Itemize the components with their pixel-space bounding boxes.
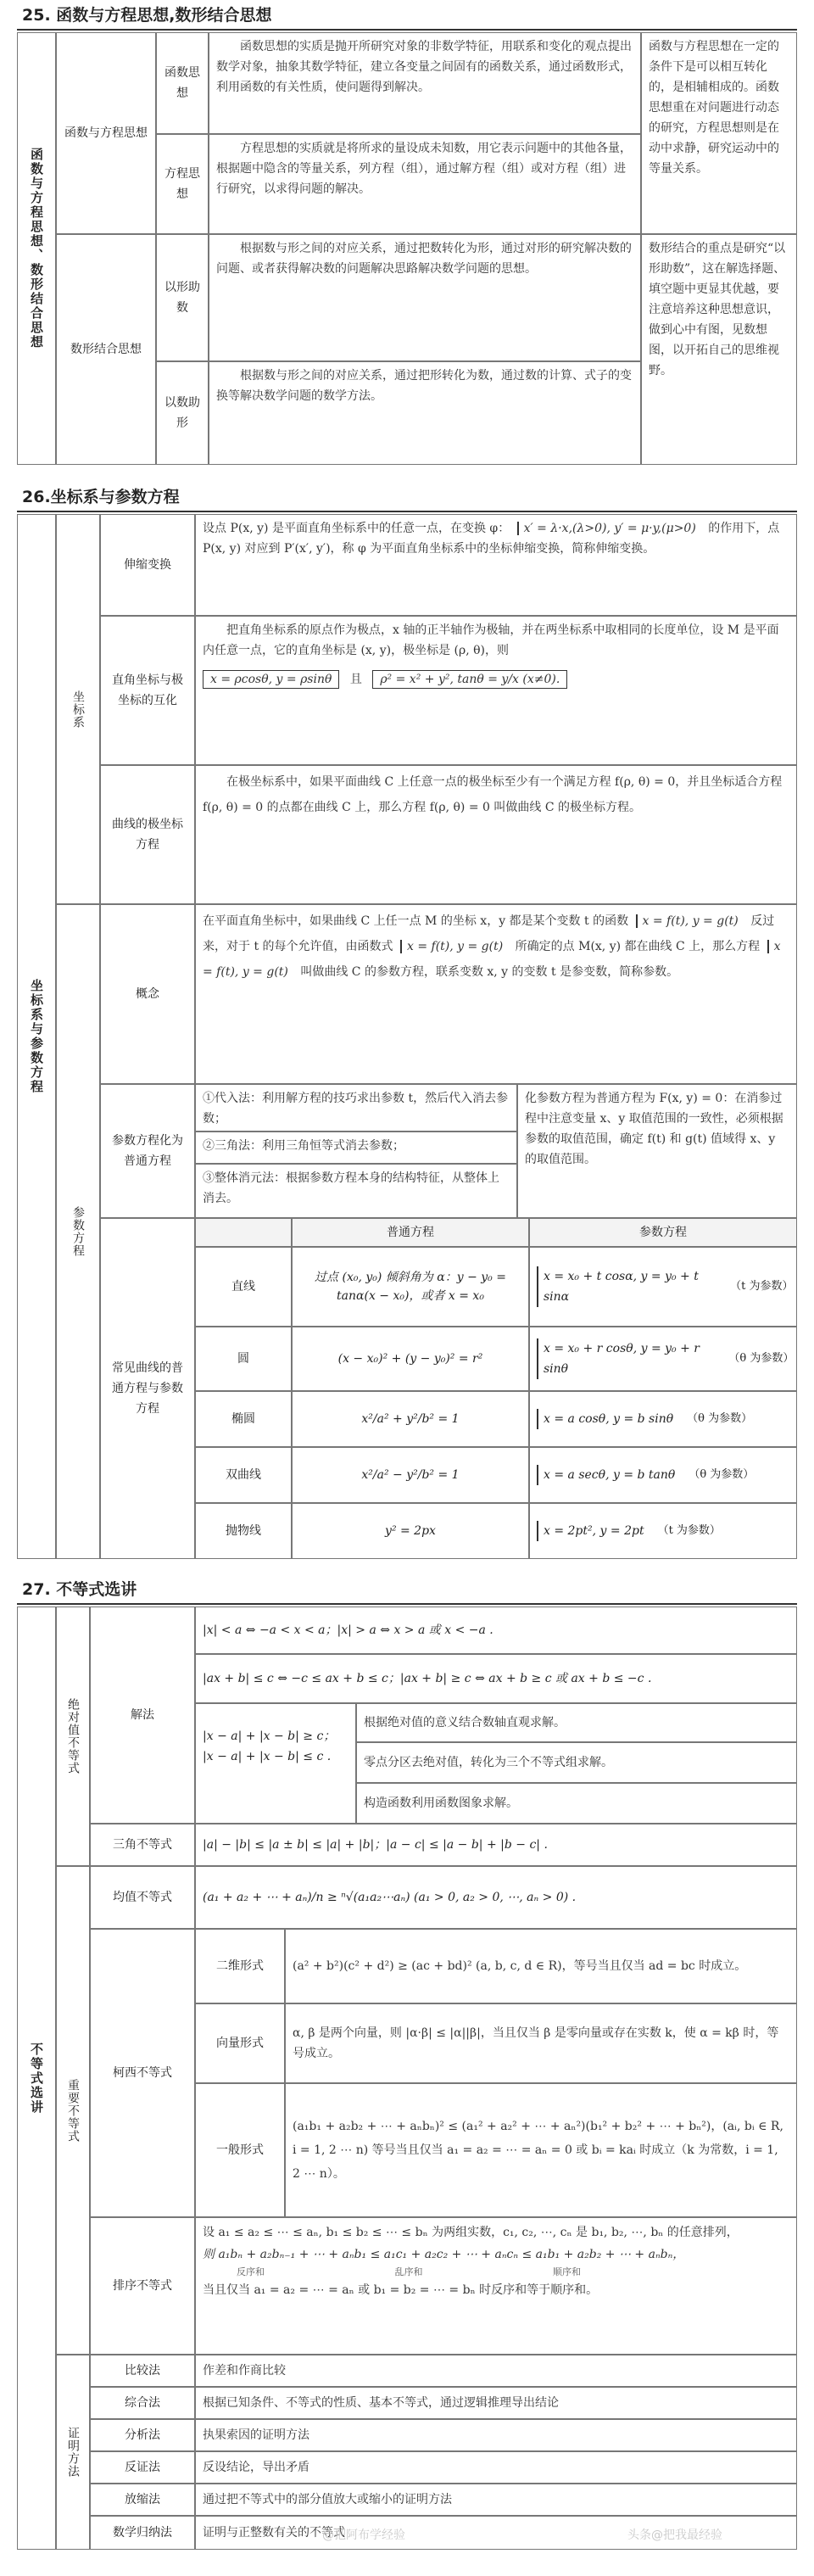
curve-normal-eq: (x − x₀)² + (y − y₀)² = r² — [292, 1327, 529, 1391]
s27-rev-label: 反序和 — [237, 2266, 265, 2277]
s26-concept-label: 概念 — [100, 904, 195, 1084]
curve-param-eq — [529, 1391, 797, 1447]
s27-abs-rule1: |x| < a ⇔ −a < x < a；|x| > a ⇔ x > a 或 x < −a . — [195, 1607, 797, 1654]
s25-eq-text: 方程思想的实质就是将所求的量设成未知数，用它表示问题中的其他各量，根据题中隐含的等量关系，列方程（组），通过解方程（组）或对方程（组）进行研究，以求得问题的解决。 — [209, 134, 641, 234]
s27-gen-label: 一般形式 — [195, 2083, 285, 2217]
s25-xzs-label: 以形助数 — [156, 234, 209, 361]
s26-common-label: 常见曲线的普通方程与参数方程 — [100, 1218, 195, 1559]
s26-concept-text4: 叫做曲线 C 的参数方程，联系变数 x, y 的变数 t 是参变数，简称参数。 — [300, 965, 679, 979]
section-26 — [17, 482, 797, 1559]
s26-concept-cell — [195, 904, 797, 1084]
s25-left-label: 函数与方程思想、数形结合思想 — [17, 32, 56, 465]
curve-name: 圆 — [195, 1327, 292, 1391]
curve-normal-eq: x²/a² + y²/b² = 1 — [292, 1391, 529, 1447]
curve-normal-eq: y² = 2px — [292, 1503, 529, 1559]
s26-method1: ①代入法：利用解方程的技巧求出参数 t，然后代入消去参数； — [195, 1084, 517, 1132]
s26-stretch-formula: x′ = λ·x,(λ>0), y′ = μ·y,(μ>0) — [517, 522, 701, 535]
s25-nx-note: 数形结合的重点是研究“以形助数”，这在解选择题、填空题中更显其优越，要注意培养这种思想意识，做到心中有图，见数想图，以开拓自己的思维视野。 — [641, 234, 797, 465]
proof-method-desc: 作差和作商比较 — [195, 2355, 797, 2387]
s26-method3: ③整体消元法：根据参数方程本身的结构特征，从整体上消去。 — [195, 1164, 517, 1218]
s26-left-label: 坐标系与参数方程 — [17, 514, 56, 1559]
s27-rearr-text1: 设 a₁ ≤ a₂ ≤ ⋯ ≤ aₙ, b₁ ≤ b₂ ≤ ⋯ ≤ bₙ 为两组实数，c₁, c₂, ⋯, cₙ 是 b₁, b₂, ⋯, bₙ 的任意排列， — [203, 2226, 739, 2239]
s26-conv-formula1: x = ρcosθ, y = ρsinθ — [203, 670, 339, 689]
s25-nx-label: 数形结合思想 — [56, 234, 156, 465]
curve-param-formula: x = x₀ + t cosα, y = y₀ + t sinα — [537, 1266, 722, 1307]
s26-polar-text: 在极坐标系中，如果平面曲线 C 上任意一点的极坐标至少有一个满足方程 f(ρ, θ) = 0，并且坐标适合方程 f(ρ, θ) = 0 的点都在曲线 C 上，那么方程 f(ρ, θ) = 0 叫做曲线 C 的极坐标方程。 — [195, 765, 797, 904]
s26-header-blank — [195, 1218, 292, 1247]
s26-concept-text3: 所确定的点 M(x, y) 都在曲线 C 上，那么方程 — [515, 940, 761, 953]
s26-stretch-label: 伸缩变换 — [100, 514, 195, 616]
s27-left-label: 不等式选讲 — [17, 1607, 56, 2550]
section-25-title: 25. 函数与方程思想,数形结合思想 — [17, 0, 797, 31]
proof-method-name: 综合法 — [90, 2387, 195, 2419]
s26-polar-label: 曲线的极坐标方程 — [100, 765, 195, 904]
s26-concept-text1: 在平面直角坐标中，如果曲线 C 上任一点 M 的坐标 x，y 都是某个变数 t 的函数 — [203, 914, 629, 928]
s25-fe-label: 函数与方程思想 — [56, 32, 156, 234]
proof-method-desc: 通过把不等式中的部分值放大或缩小的证明方法 — [195, 2484, 797, 2516]
s26-coord-label: 坐标系 — [56, 514, 100, 904]
curve-param-formula: x = x₀ + r cosθ, y = y₀ + r sinθ — [537, 1338, 720, 1379]
section-27-title: 27. 不等式选讲 — [17, 1574, 797, 1605]
proof-method-desc: 执果索因的证明方法 — [195, 2419, 797, 2451]
s26-stretch-cell — [195, 514, 797, 616]
s26-param-label: 参数方程 — [56, 904, 100, 1559]
curve-normal-eq: 过点 (x₀, y₀) 倾斜角为 α：y − y₀ = tanα(x − x₀)，或者 x = x₀ — [292, 1247, 529, 1327]
s27-vec-text: α, β 是两个向量，则 |α·β| ≤ |α||β|，当且仅当 β 是零向量或存在实数 k，使 α = kβ 时，等号成立。 — [285, 2003, 797, 2083]
s26-conv-text: 把直角坐标系的原点作为极点，x 轴的正半轴作为极轴，并在两坐标系中取相同的长度单位，设 M 是平面内任意一点，它的直角坐标是 (x, y)，极坐标是 (ρ, θ)，则 — [203, 623, 779, 657]
curve-name: 双曲线 — [195, 1447, 292, 1503]
s27-rearr-label: 排序不等式 — [90, 2217, 195, 2355]
s27-abs-method1: 根据绝对值的意义结合数轴直观求解。 — [356, 1703, 797, 1742]
s27-vec-label: 向量形式 — [195, 2003, 285, 2083]
s27-mean-text: (a₁ + a₂ + ⋯ + aₙ)/n ≥ ⁿ√(a₁a₂⋯aₙ) (a₁ > 0, a₂ > 0, ⋯, aₙ > 0) . — [195, 1866, 797, 1929]
curve-param-eq — [529, 1327, 797, 1391]
s26-concept-text2: 反过来，对于 t 的每个允许值，由函数式 — [203, 914, 775, 953]
curve-param-note: （θ 为参数） — [687, 1412, 753, 1425]
curve-param-eq — [529, 1447, 797, 1503]
s26-header-normal: 普通方程 — [292, 1218, 529, 1247]
proof-method-name: 数学归纳法 — [90, 2516, 195, 2550]
s27-abs-label: 绝对值不等式 — [56, 1607, 90, 1866]
s27-abs-method2: 零点分区去绝对值，转化为三个不等式组求解。 — [356, 1742, 797, 1783]
s26-stretch-text1: 设点 P(x, y) 是平面直角坐标系中的任意一点，在变换 φ： — [203, 522, 510, 535]
proof-method-desc: 反设结论，导出矛盾 — [195, 2451, 797, 2484]
curve-param-note: （t 为参数） — [657, 1524, 721, 1537]
s25-szx-text: 根据数与形之间的对应关系，通过把形转化为数，通过数的计算、式子的变换等解决数学问题的数学方法。 — [209, 361, 641, 465]
curve-param-eq — [529, 1247, 797, 1327]
s27-rearr-text2: 则 a₁bₙ + a₂bₙ₋₁ + ⋯ + aₙb₁ ≤ a₁c₁ + a₂c₂ + ⋯ + aₙcₙ ≤ a₁b₁ + a₂b₂ + ⋯ + aₙbₙ， — [203, 2248, 685, 2261]
s27-two-text: (a² + b²)(c² + d²) ≥ (ac + bd)² (a, b, c, d ∈ R)，等号当且仅当 ad = bc 时成立。 — [285, 1929, 797, 2003]
s26-method2: ②三角法：利用三角恒等式消去参数； — [195, 1132, 517, 1164]
curve-name: 直线 — [195, 1247, 292, 1327]
s27-two-label: 二维形式 — [195, 1929, 285, 2003]
proof-method-name: 比较法 — [90, 2355, 195, 2387]
s27-abs-forms — [195, 1703, 356, 1824]
s27-seq-label: 顺序和 — [553, 2266, 581, 2277]
s26-conv-label: 直角坐标与极坐标的互化 — [100, 616, 195, 765]
s26-concept-formula-a: x = f(t), y = g(t) — [636, 914, 744, 928]
s27-abs-rule2: |ax + b| ≤ c ⇔ −c ≤ ax + b ≤ c；|ax + b| ≥ c ⇔ ax + b ≥ c 或 ax + b ≤ −c . — [195, 1654, 797, 1703]
s27-gen-text: (a₁b₁ + a₂b₂ + ⋯ + aₙbₙ)² ≤ (a₁² + a₂² + ⋯ + aₙ²)(b₁² + b₂² + ⋯ + bₙ²)，(aᵢ, bᵢ ∈ R, i = 1, 2 ⋯ n) 等号当且仅当 a₁ = a₂ = ⋯ = aₙ = 0 或 bᵢ = kaᵢ 时成立（k 为常数，i = 1, 2 ⋯ n）。 — [285, 2083, 797, 2217]
curve-name: 抛物线 — [195, 1503, 292, 1559]
s25-func-text: 函数思想的实质是抛开所研究对象的非数学特征，用联系和变化的观点提出数学对象，抽象其数学特征，建立各变量之间固有的函数关系，通过函数形式，利用函数的有关性质，使问题得到解决。 — [209, 32, 641, 134]
s27-rnd-label: 乱序和 — [394, 2266, 423, 2277]
section-25 — [17, 0, 797, 467]
curve-param-formula: x = 2pt², y = 2pt — [537, 1521, 650, 1541]
curve-param-note: （t 为参数） — [730, 1280, 794, 1293]
proof-method-name: 放缩法 — [90, 2484, 195, 2516]
proof-method-desc: 证明与正整数有关的不等式 — [195, 2516, 797, 2550]
s27-mean-label: 均值不等式 — [90, 1866, 195, 1929]
s27-solve-label: 解法 — [90, 1607, 195, 1824]
section-27 — [17, 1574, 797, 2550]
s26-stretch-text2: 的作用下，点 P(x, y) 对应到 P′(x′, y′)，称 φ 为平面直角坐标系中的坐标伸缩变换，简称伸缩变换。 — [203, 522, 780, 556]
s27-proof-label: 证明方法 — [56, 2355, 90, 2550]
s27-abs-form-a: |x − a| + |x − b| ≥ c； — [203, 1729, 336, 1743]
s27-rearr-cell — [195, 2217, 797, 2355]
s26-conv-and: 且 — [349, 673, 362, 686]
s27-tri-label: 三角不等式 — [90, 1824, 195, 1866]
s27-imp-label: 重要不等式 — [56, 1866, 90, 2355]
s26-concept-formula-b: x = f(t), y = g(t) — [400, 940, 508, 953]
s27-abs-form-b: |x − a| + |x − b| ≤ c . — [203, 1750, 332, 1763]
s27-cauchy-label: 柯西不等式 — [90, 1929, 195, 2217]
curve-param-formula: x = a cosθ, y = b sinθ — [537, 1409, 678, 1429]
proof-method-desc: 根据已知条件、不等式的性质、基本不等式，通过逻辑推理导出结论 — [195, 2387, 797, 2419]
watermark-left: @把阿布学经验 — [322, 2529, 405, 2542]
s26-tonormal-label: 参数方程化为普通方程 — [100, 1084, 195, 1218]
s26-conv-formula2: ρ² = x² + y², tanθ = y/x (x≠0). — [372, 670, 567, 689]
curve-param-formula: x = a secθ, y = b tanθ — [537, 1465, 680, 1485]
s26-tonormal-note: 化参数方程为普通方程为 F(x, y) = 0：在消参过程中注意变量 x、y 取值范围的一致性，必须根据参数的取值范围，确定 f(t) 和 g(t) 值域得 x、y 的取值范围。 — [517, 1084, 797, 1218]
curve-param-eq — [529, 1503, 797, 1559]
section-26-title: 26.坐标系与参数方程 — [17, 482, 797, 512]
watermark-right: 头条@把我最经验 — [627, 2529, 722, 2542]
curve-normal-eq: x²/a² − y²/b² = 1 — [292, 1447, 529, 1503]
s25-fe-note: 函数与方程思想在一定的条件下是可以相互转化的，是相辅相成的。函数思想重在对问题进行动态的研究，方程思想则是在动中求静，研究运动中的等量关系。 — [641, 32, 797, 234]
s26-conv-cell — [195, 616, 797, 765]
s26-concept-formula-c: x = f(t), y = g(t) — [203, 940, 781, 979]
s27-tri-text: |a| − |b| ≤ |a ± b| ≤ |a| + |b|；|a − c| ≤ |a − b| + |b − c| . — [195, 1824, 797, 1866]
s27-abs-method3: 构造函数利用函数图象求解。 — [356, 1783, 797, 1824]
proof-method-name: 分析法 — [90, 2419, 195, 2451]
curve-name: 椭圆 — [195, 1391, 292, 1447]
s25-xzs-text: 根据数与形之间的对应关系，通过把数转化为形，通过对形的研究解决数的问题、或者获得解决数的问题解决思路解决数学问题的思想。 — [209, 234, 641, 361]
curve-param-note: （θ 为参数） — [728, 1352, 794, 1365]
s26-header-param: 参数方程 — [529, 1218, 797, 1247]
curve-param-note: （θ 为参数） — [689, 1468, 755, 1481]
s25-szx-label: 以数助形 — [156, 361, 209, 465]
s25-eq-label: 方程思想 — [156, 134, 209, 234]
s25-func-label: 函数思想 — [156, 32, 209, 134]
s27-rearr-text3: 当且仅当 a₁ = a₂ = ⋯ = aₙ 或 b₁ = b₂ = ⋯ = bₙ 时反序和等于顺序和。 — [203, 2283, 599, 2297]
proof-method-name: 反证法 — [90, 2451, 195, 2484]
